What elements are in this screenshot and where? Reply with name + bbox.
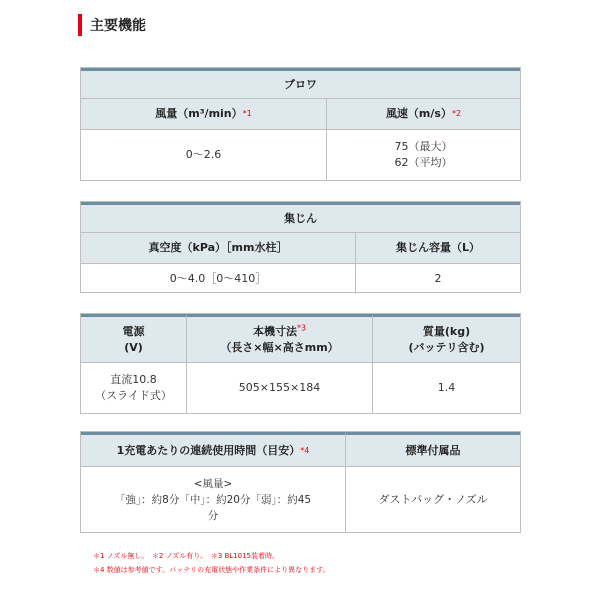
power-value (81, 363, 186, 413)
footnotes (93, 549, 330, 577)
power-value-line1: 直流10.8 (110, 373, 157, 386)
dimensions-label-line (253, 324, 306, 340)
airspeed-value (326, 130, 520, 180)
airspeed-avg: 62（平均） (394, 156, 453, 169)
footnote-line2: ＊4 数値は参考値です。バッテリの充電状態や作業条件により異なります。 (93, 566, 330, 574)
runtime-label: 1充電あたりの連続使用時間（目安） (116, 443, 301, 457)
capacity-header: 集じん容量（L） (355, 233, 520, 263)
weight-value: 1.4 (372, 363, 520, 413)
weight-sublabel: (バッテリ含む) (408, 340, 485, 354)
section-title: 主要機能 (90, 18, 146, 34)
airflow-value: 0〜2.6 (185, 148, 222, 161)
vacuum-value: 0〜4.0［0〜410］ (169, 272, 267, 285)
footnote-line1: ＊1 ノズル無し。 ＊2 ノズル有り。 ＊3 BL1015装着時。 (93, 552, 279, 560)
runtime-value (81, 467, 345, 533)
airspeed-label: 風速（m/s） (385, 107, 452, 120)
accessories-header: 標準付属品 (345, 432, 520, 466)
blower-header: ブロワ (81, 68, 520, 98)
dimensions-header (186, 314, 372, 362)
vacuum-header: 真空度（kPa）［mm水柱］ (81, 233, 355, 263)
dimensions-label: 本機寸法 (252, 324, 297, 338)
airspeed-max: 75（最大） (394, 140, 453, 153)
dimensions-sublabel: （長さ×幅×高さmm） (220, 340, 339, 354)
dimensions-value: 505×155×184 (186, 363, 372, 413)
runtime-value-line1: <風量> (193, 478, 233, 490)
runtime-table (80, 431, 521, 533)
weight-label: 質量(kg) (422, 324, 471, 338)
power-value-line2: （スライド式） (95, 389, 172, 402)
runtime-value-line3: 分 (207, 510, 219, 522)
weight-header (372, 314, 520, 362)
accessories-value: ダストバッグ・ノズル (345, 467, 520, 533)
capacity-value: 2 (355, 264, 520, 294)
airflow-label: 風量（m³/min） (155, 107, 243, 120)
power-unit: (V) (124, 340, 143, 354)
runtime-header: 1充電あたりの連続使用時間（目安） *4 (81, 432, 345, 466)
heading-accent-bar (78, 14, 82, 36)
dust-header: 集じん (81, 202, 520, 232)
power-label: 電源 (122, 324, 145, 338)
power-header (81, 314, 186, 362)
runtime-value-line2: 「強」：約8分「中」：約20分「弱」：約45 (114, 494, 312, 506)
blower-table (80, 67, 521, 181)
airflow-header: 風量（m³/min） *1 (81, 99, 326, 129)
section-heading (78, 14, 146, 36)
airspeed-header: 風速（m/s） *2 (326, 99, 520, 129)
dust-table (80, 201, 521, 293)
dimensions-note: *3 (296, 322, 307, 332)
spec-table (80, 313, 521, 414)
